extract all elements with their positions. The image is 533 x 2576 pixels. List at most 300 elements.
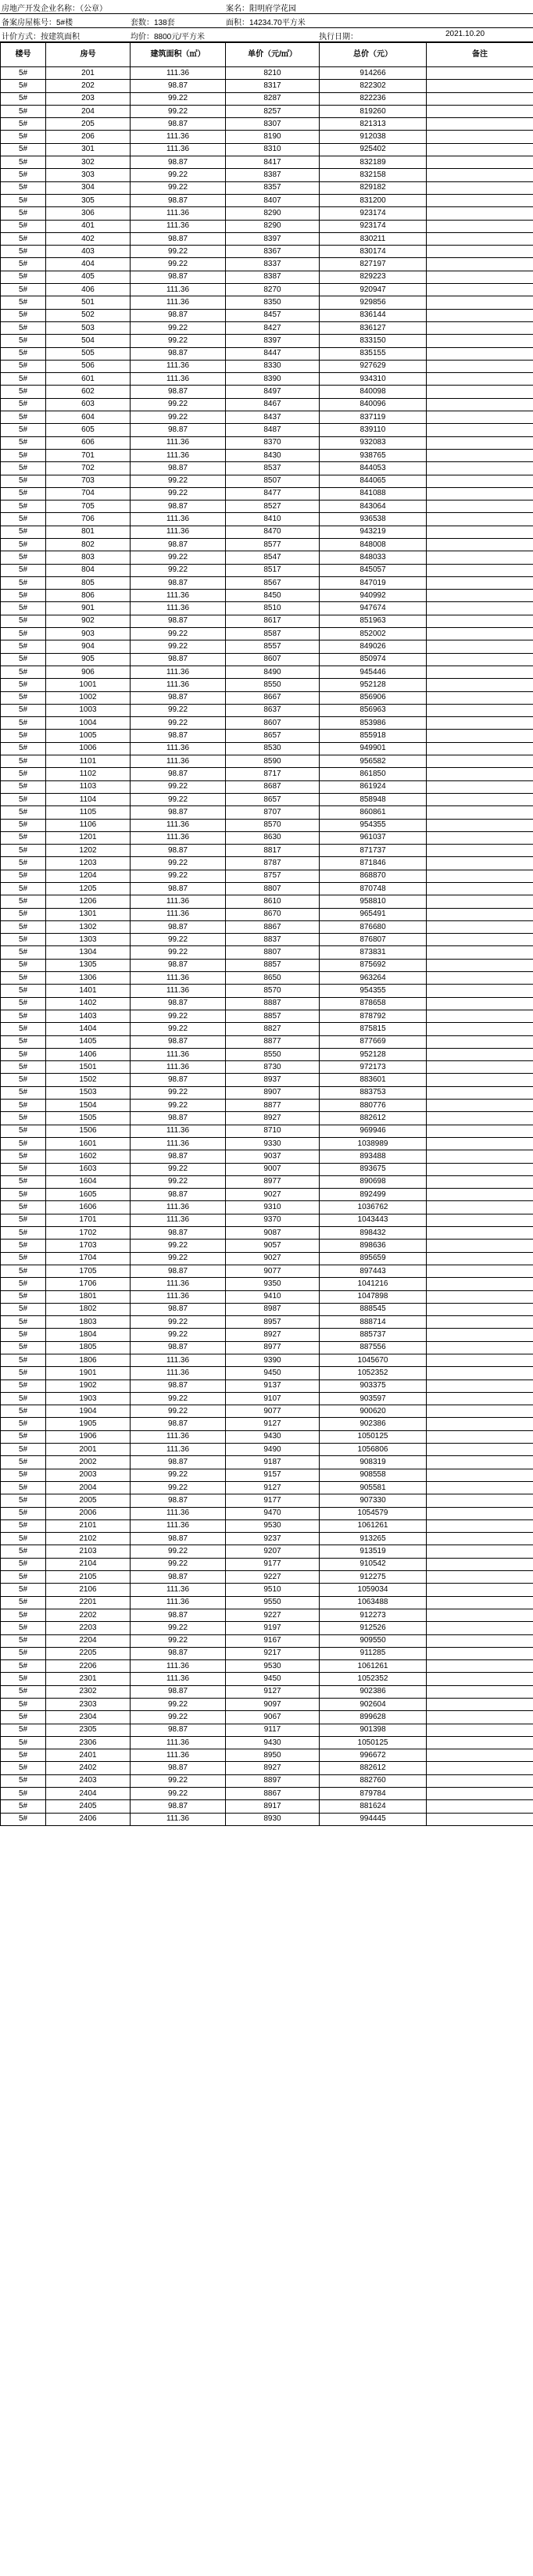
cell-room: 1101 xyxy=(46,755,131,768)
cell-area: 98.87 xyxy=(131,1227,226,1240)
cell-area: 111.36 xyxy=(131,985,226,997)
cell-remark xyxy=(427,309,533,321)
cell-room: 1503 xyxy=(46,1086,131,1099)
cell-unit-price: 8550 xyxy=(226,1048,320,1060)
cell-total-price: 923174 xyxy=(320,207,427,220)
cell-building: 5# xyxy=(1,1699,46,1711)
cell-unit-price: 8337 xyxy=(226,258,320,271)
cell-area: 111.36 xyxy=(131,1125,226,1137)
table-row xyxy=(1,335,533,347)
table-row xyxy=(1,131,533,143)
cell-building: 5# xyxy=(1,1278,46,1290)
table-row xyxy=(1,857,533,870)
table-row xyxy=(1,1596,533,1609)
cell-total-price: 877669 xyxy=(320,1035,427,1048)
cell-total-price: 858948 xyxy=(320,793,427,805)
cell-total-price: 898636 xyxy=(320,1240,427,1252)
table-row xyxy=(1,1189,533,1201)
cell-total-price: 932083 xyxy=(320,436,427,449)
cell-total-price: 876680 xyxy=(320,920,427,933)
table-row xyxy=(1,742,533,755)
cell-room: 1003 xyxy=(46,704,131,716)
cell-area: 98.87 xyxy=(131,920,226,933)
cell-area: 98.87 xyxy=(131,538,226,551)
cell-total-price: 880776 xyxy=(320,1100,427,1112)
cell-room: 202 xyxy=(46,80,131,92)
cell-unit-price: 8867 xyxy=(226,1788,320,1800)
cell-area: 99.22 xyxy=(131,1558,226,1570)
cell-area: 99.22 xyxy=(131,628,226,640)
cell-area: 98.87 xyxy=(131,1609,226,1621)
cell-building: 5# xyxy=(1,462,46,475)
table-row xyxy=(1,1647,533,1659)
cell-area: 111.36 xyxy=(131,895,226,908)
cell-room: 605 xyxy=(46,424,131,436)
cell-total-price: 913519 xyxy=(320,1545,427,1558)
cell-total-price: 899628 xyxy=(320,1711,427,1724)
cell-remark xyxy=(427,1061,533,1074)
cell-unit-price: 8397 xyxy=(226,335,320,347)
cell-remark xyxy=(427,1112,533,1125)
cell-building: 5# xyxy=(1,246,46,258)
cell-unit-price: 8937 xyxy=(226,1074,320,1086)
cell-area: 98.87 xyxy=(131,1150,226,1163)
cell-total-price: 881624 xyxy=(320,1800,427,1813)
table-row xyxy=(1,1788,533,1800)
cell-room: 306 xyxy=(46,207,131,220)
cell-room: 506 xyxy=(46,360,131,372)
cell-room: 1305 xyxy=(46,959,131,971)
table-row xyxy=(1,870,533,882)
cell-building: 5# xyxy=(1,679,46,691)
cell-building: 5# xyxy=(1,831,46,844)
cell-room: 302 xyxy=(46,156,131,169)
cell-area: 111.36 xyxy=(131,590,226,602)
cell-area: 111.36 xyxy=(131,1137,226,1150)
cell-remark xyxy=(427,1584,533,1596)
cell-remark xyxy=(427,1341,533,1354)
cell-building: 5# xyxy=(1,1788,46,1800)
cell-room: 1103 xyxy=(46,780,131,793)
cell-unit-price: 9177 xyxy=(226,1494,320,1507)
cell-building: 5# xyxy=(1,1494,46,1507)
cell-room: 1303 xyxy=(46,934,131,946)
cell-area: 98.87 xyxy=(131,730,226,742)
cell-total-price: 903375 xyxy=(320,1379,427,1392)
cell-remark xyxy=(427,972,533,985)
table-row xyxy=(1,997,533,1010)
table-row xyxy=(1,500,533,513)
cell-area: 111.36 xyxy=(131,1048,226,1060)
cell-room: 1106 xyxy=(46,819,131,831)
cell-remark xyxy=(427,1571,533,1584)
cell-remark xyxy=(427,220,533,232)
cell-building: 5# xyxy=(1,169,46,181)
cell-unit-price: 8437 xyxy=(226,411,320,424)
cell-area: 99.22 xyxy=(131,169,226,181)
cell-remark xyxy=(427,1329,533,1341)
cell-total-price: 965491 xyxy=(320,908,427,920)
cell-building: 5# xyxy=(1,526,46,538)
cell-building: 5# xyxy=(1,1545,46,1558)
cell-total-price: 882760 xyxy=(320,1774,427,1787)
cell-remark xyxy=(427,1609,533,1621)
cell-total-price: 1047898 xyxy=(320,1290,427,1303)
cell-room: 2305 xyxy=(46,1724,131,1736)
table-row xyxy=(1,1634,533,1647)
cell-remark xyxy=(427,564,533,576)
cell-area: 111.36 xyxy=(131,666,226,678)
cell-building: 5# xyxy=(1,1519,46,1532)
cell-area: 111.36 xyxy=(131,755,226,768)
cell-building: 5# xyxy=(1,1112,46,1125)
cell-building: 5# xyxy=(1,1061,46,1074)
cell-total-price: 903597 xyxy=(320,1392,427,1405)
cell-building: 5# xyxy=(1,1507,46,1519)
table-row xyxy=(1,169,533,181)
cell-total-price: 1050125 xyxy=(320,1736,427,1749)
table-row xyxy=(1,475,533,487)
cell-remark xyxy=(427,1265,533,1277)
cell-remark xyxy=(427,1125,533,1137)
cell-remark xyxy=(427,997,533,1010)
cell-area: 99.22 xyxy=(131,640,226,653)
cell-total-price: 912038 xyxy=(320,131,427,143)
cell-area: 99.22 xyxy=(131,717,226,730)
table-row xyxy=(1,793,533,805)
table-row xyxy=(1,1354,533,1366)
table-row xyxy=(1,487,533,500)
cell-remark xyxy=(427,1813,533,1825)
cell-room: 1004 xyxy=(46,717,131,730)
cell-room: 1406 xyxy=(46,1048,131,1060)
cell-unit-price: 8787 xyxy=(226,857,320,870)
cell-total-price: 844065 xyxy=(320,475,427,487)
cell-total-price: 845057 xyxy=(320,564,427,576)
cell-room: 205 xyxy=(46,118,131,131)
cell-room: 2002 xyxy=(46,1456,131,1469)
cell-building: 5# xyxy=(1,780,46,793)
cell-room: 805 xyxy=(46,576,131,589)
cell-remark xyxy=(427,590,533,602)
col-remark: 备注 xyxy=(427,43,533,67)
table-row xyxy=(1,780,533,793)
cell-building: 5# xyxy=(1,1048,46,1060)
cell-remark xyxy=(427,1430,533,1443)
cell-building: 5# xyxy=(1,411,46,424)
table-row xyxy=(1,347,533,360)
cell-remark xyxy=(427,1418,533,1430)
cell-room: 403 xyxy=(46,246,131,258)
units-label: 套数：138套 xyxy=(131,19,175,27)
cell-room: 1302 xyxy=(46,920,131,933)
table-row xyxy=(1,411,533,424)
table-row xyxy=(1,80,533,92)
table-row xyxy=(1,1329,533,1341)
cell-total-price: 940992 xyxy=(320,590,427,602)
cell-building: 5# xyxy=(1,590,46,602)
table-row xyxy=(1,1061,533,1074)
cell-building: 5# xyxy=(1,934,46,946)
cell-building: 5# xyxy=(1,538,46,551)
cell-total-price: 840098 xyxy=(320,386,427,398)
cell-room: 1202 xyxy=(46,845,131,857)
cell-room: 501 xyxy=(46,296,131,309)
table-row xyxy=(1,436,533,449)
cell-area: 98.87 xyxy=(131,1685,226,1698)
cell-remark xyxy=(427,959,533,971)
cell-area: 98.87 xyxy=(131,1724,226,1736)
table-row xyxy=(1,946,533,959)
cell-total-price: 1054579 xyxy=(320,1507,427,1519)
cell-total-price: 853986 xyxy=(320,717,427,730)
table-row xyxy=(1,1762,533,1774)
cell-area: 99.22 xyxy=(131,321,226,334)
cell-unit-price: 8547 xyxy=(226,551,320,564)
cell-remark xyxy=(427,1494,533,1507)
table-row xyxy=(1,1456,533,1469)
cell-total-price: 827197 xyxy=(320,258,427,271)
cell-area: 98.87 xyxy=(131,691,226,704)
table-row xyxy=(1,1367,533,1379)
header-row-1 xyxy=(0,0,533,14)
cell-total-price: 836144 xyxy=(320,309,427,321)
cell-area: 98.87 xyxy=(131,806,226,819)
cell-area: 99.22 xyxy=(131,551,226,564)
cell-unit-price: 8657 xyxy=(226,730,320,742)
cell-remark xyxy=(427,347,533,360)
cell-area: 98.87 xyxy=(131,1647,226,1659)
header-row-3 xyxy=(0,28,533,42)
cell-room: 806 xyxy=(46,590,131,602)
cell-remark xyxy=(427,679,533,691)
cell-building: 5# xyxy=(1,156,46,169)
cell-unit-price: 8287 xyxy=(226,92,320,105)
cell-remark xyxy=(427,258,533,271)
cell-room: 502 xyxy=(46,309,131,321)
cell-unit-price: 8370 xyxy=(226,436,320,449)
cell-area: 98.87 xyxy=(131,156,226,169)
cell-area: 99.22 xyxy=(131,398,226,411)
cell-building: 5# xyxy=(1,1533,46,1545)
cell-building: 5# xyxy=(1,1558,46,1570)
cell-area: 99.22 xyxy=(131,704,226,716)
cell-area: 111.36 xyxy=(131,284,226,296)
cell-remark xyxy=(427,1048,533,1060)
cell-area: 98.87 xyxy=(131,271,226,283)
cell-total-price: 996672 xyxy=(320,1749,427,1762)
cell-room: 2106 xyxy=(46,1584,131,1596)
cell-remark xyxy=(427,246,533,258)
cell-total-price: 851963 xyxy=(320,615,427,627)
pricing-method-label: 计价方式：按建筑面积 xyxy=(2,33,80,41)
cell-remark xyxy=(427,92,533,105)
cell-total-price: 829223 xyxy=(320,271,427,283)
cell-remark xyxy=(427,232,533,245)
table-row xyxy=(1,1201,533,1214)
cell-room: 1206 xyxy=(46,895,131,908)
cell-room: 1904 xyxy=(46,1405,131,1418)
cell-building: 5# xyxy=(1,1137,46,1150)
table-row xyxy=(1,1316,533,1329)
cell-area: 111.36 xyxy=(131,131,226,143)
cell-area: 111.36 xyxy=(131,602,226,615)
cell-remark xyxy=(427,1290,533,1303)
cell-remark xyxy=(427,793,533,805)
cell-remark xyxy=(427,411,533,424)
cell-unit-price: 8607 xyxy=(226,717,320,730)
cell-remark xyxy=(427,653,533,666)
table-row xyxy=(1,959,533,971)
cell-unit-price: 8310 xyxy=(226,143,320,156)
cell-unit-price: 8837 xyxy=(226,934,320,946)
cell-room: 1504 xyxy=(46,1100,131,1112)
cell-room: 304 xyxy=(46,181,131,194)
cell-total-price: 1045670 xyxy=(320,1354,427,1366)
cell-room: 1304 xyxy=(46,946,131,959)
cell-unit-price: 8550 xyxy=(226,679,320,691)
cell-unit-price: 9097 xyxy=(226,1699,320,1711)
table-row xyxy=(1,908,533,920)
cell-area: 98.87 xyxy=(131,576,226,589)
cell-unit-price: 9490 xyxy=(226,1444,320,1456)
cell-building: 5# xyxy=(1,615,46,627)
cell-unit-price: 9167 xyxy=(226,1634,320,1647)
cell-building: 5# xyxy=(1,985,46,997)
cell-remark xyxy=(427,1788,533,1800)
cell-total-price: 875815 xyxy=(320,1023,427,1035)
table-row xyxy=(1,895,533,908)
cell-building: 5# xyxy=(1,105,46,117)
cell-room: 1404 xyxy=(46,1023,131,1035)
cell-unit-price: 8357 xyxy=(226,181,320,194)
cell-remark xyxy=(427,845,533,857)
cell-area: 98.87 xyxy=(131,347,226,360)
cell-room: 703 xyxy=(46,475,131,487)
table-row xyxy=(1,1724,533,1736)
cell-remark xyxy=(427,296,533,309)
table-row xyxy=(1,1813,533,1825)
cell-remark xyxy=(427,398,533,411)
cell-unit-price: 8290 xyxy=(226,207,320,220)
cell-total-price: 952128 xyxy=(320,1048,427,1060)
cell-total-price: 829182 xyxy=(320,181,427,194)
cell-unit-price: 8467 xyxy=(226,398,320,411)
cell-area: 111.36 xyxy=(131,972,226,985)
cell-room: 2006 xyxy=(46,1507,131,1519)
table-row xyxy=(1,1609,533,1621)
cell-room: 702 xyxy=(46,462,131,475)
cell-building: 5# xyxy=(1,1609,46,1621)
cell-building: 5# xyxy=(1,449,46,461)
cell-remark xyxy=(427,1227,533,1240)
cell-total-price: 847019 xyxy=(320,576,427,589)
cell-total-price: 958810 xyxy=(320,895,427,908)
cell-room: 1104 xyxy=(46,793,131,805)
cell-remark xyxy=(427,436,533,449)
cell-area: 98.87 xyxy=(131,1341,226,1354)
cell-area: 111.36 xyxy=(131,1367,226,1379)
cell-remark xyxy=(427,1724,533,1736)
table-row xyxy=(1,1699,533,1711)
cell-total-price: 927629 xyxy=(320,360,427,372)
cell-unit-price: 8817 xyxy=(226,845,320,857)
cell-unit-price: 8637 xyxy=(226,704,320,716)
cell-unit-price: 8510 xyxy=(226,602,320,615)
cell-building: 5# xyxy=(1,1418,46,1430)
cell-building: 5# xyxy=(1,1189,46,1201)
table-row xyxy=(1,207,533,220)
table-row xyxy=(1,1137,533,1150)
cell-unit-price: 9470 xyxy=(226,1507,320,1519)
cell-total-price: 911285 xyxy=(320,1647,427,1659)
cell-unit-price: 8987 xyxy=(226,1303,320,1315)
cell-room: 2206 xyxy=(46,1660,131,1673)
cell-remark xyxy=(427,513,533,526)
cell-remark xyxy=(427,1405,533,1418)
cell-remark xyxy=(427,934,533,946)
cell-area: 111.36 xyxy=(131,1061,226,1074)
cell-area: 98.87 xyxy=(131,615,226,627)
cell-area: 99.22 xyxy=(131,1023,226,1035)
cell-room: 1901 xyxy=(46,1367,131,1379)
cell-total-price: 860861 xyxy=(320,806,427,819)
table-row xyxy=(1,1048,533,1060)
cell-unit-price: 8410 xyxy=(226,513,320,526)
cell-unit-price: 9237 xyxy=(226,1533,320,1545)
table-row xyxy=(1,386,533,398)
cell-total-price: 837119 xyxy=(320,411,427,424)
cell-room: 203 xyxy=(46,92,131,105)
cell-building: 5# xyxy=(1,1444,46,1456)
cell-unit-price: 8497 xyxy=(226,386,320,398)
cell-remark xyxy=(427,755,533,768)
cell-remark xyxy=(427,1303,533,1315)
cell-unit-price: 9370 xyxy=(226,1214,320,1226)
cell-area: 98.87 xyxy=(131,1762,226,1774)
cell-building: 5# xyxy=(1,321,46,334)
cell-unit-price: 8210 xyxy=(226,67,320,80)
cell-area: 98.87 xyxy=(131,1303,226,1315)
table-row xyxy=(1,1010,533,1022)
cell-building: 5# xyxy=(1,1290,46,1303)
cell-unit-price: 8477 xyxy=(226,487,320,500)
cell-unit-price: 8867 xyxy=(226,920,320,933)
cell-building: 5# xyxy=(1,258,46,271)
cell-unit-price: 8387 xyxy=(226,169,320,181)
cell-area: 99.22 xyxy=(131,934,226,946)
cell-total-price: 912273 xyxy=(320,1609,427,1621)
table-row xyxy=(1,564,533,576)
col-area: 建筑面积（㎡） xyxy=(131,43,226,67)
cell-total-price: 875692 xyxy=(320,959,427,971)
table-row xyxy=(1,1035,533,1048)
cell-building: 5# xyxy=(1,920,46,933)
cell-remark xyxy=(427,1316,533,1329)
cell-room: 903 xyxy=(46,628,131,640)
table-row xyxy=(1,1571,533,1584)
cell-area: 99.22 xyxy=(131,105,226,117)
cell-remark xyxy=(427,156,533,169)
cell-building: 5# xyxy=(1,513,46,526)
table-row xyxy=(1,1163,533,1175)
cell-unit-price: 9227 xyxy=(226,1571,320,1584)
cell-area: 99.22 xyxy=(131,487,226,500)
cell-area: 99.22 xyxy=(131,1100,226,1112)
cell-total-price: 844053 xyxy=(320,462,427,475)
cell-building: 5# xyxy=(1,972,46,985)
cell-area: 111.36 xyxy=(131,1813,226,1825)
